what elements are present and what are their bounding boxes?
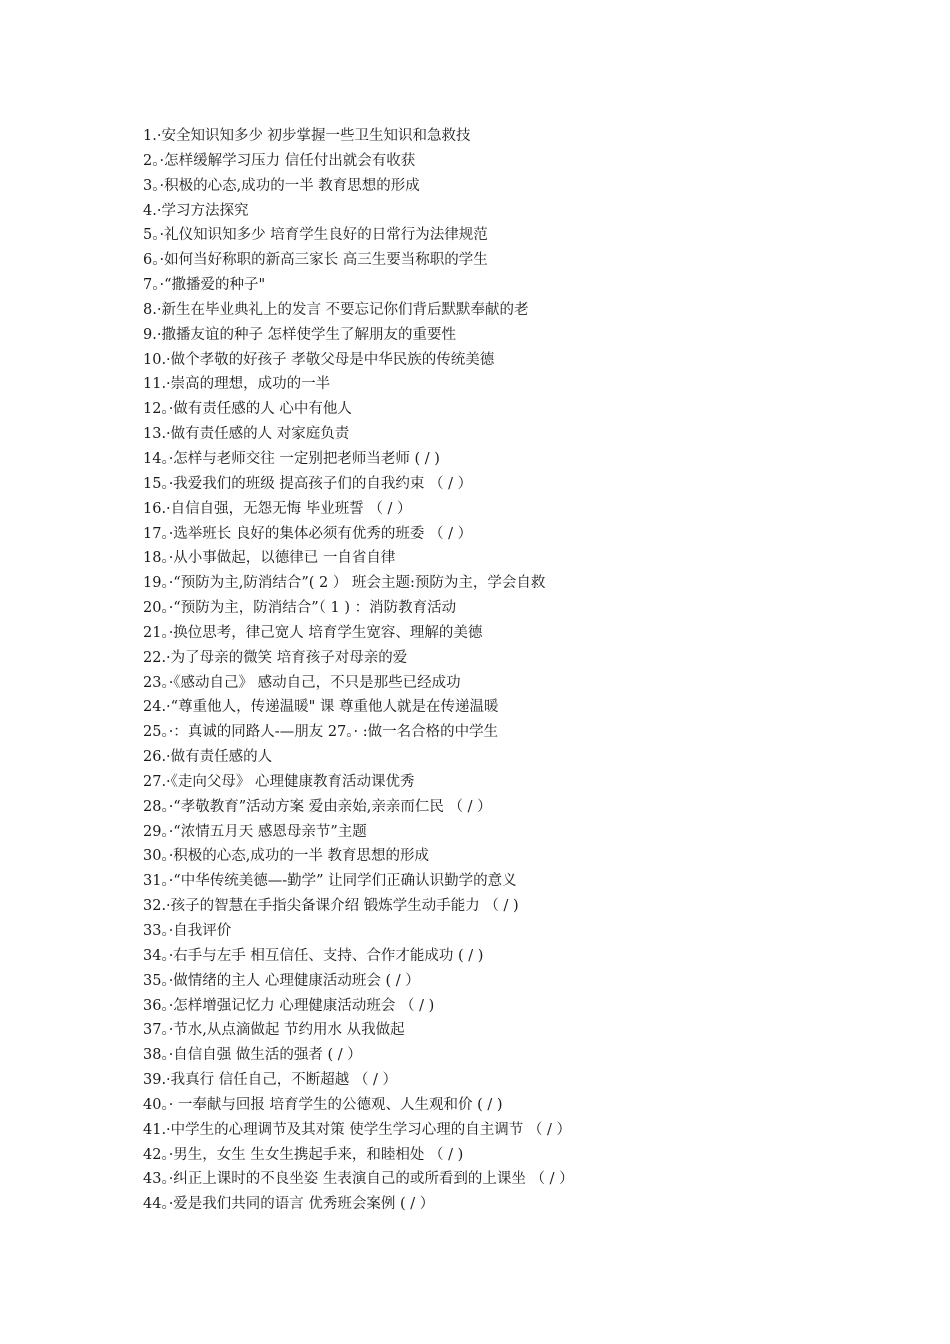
list-item: 40。· 一奉献与回报 培育学生的公德观、人生观和价 ( / )	[143, 1096, 503, 1113]
list-item: 21。·换位思考，律己宽人 培育学生宽容、理解的美德	[143, 624, 483, 641]
list-item: 42。·男生，女生 生女生携起手来，和睦相处 （ / )	[143, 1146, 464, 1163]
topic-list	[143, 124, 903, 1217]
list-item: 1.·安全知识知多少 初步掌握一些卫生知识和急救技	[143, 128, 471, 144]
list-item: 30。·积极的心态,成功的一半 教育思想的形成	[143, 848, 430, 865]
list-item: 41.·中学生的心理调节及其对策 使学生学习心理的自主调节 （ / ）	[143, 1121, 571, 1138]
list-item: 10.·做个孝敬的好孩子 孝敬父母是中华民族的传统美德	[143, 351, 495, 368]
list-item: 5。·礼仪知识知多少 培育学生良好的日常行为法律规范	[143, 227, 488, 244]
list-item: 27.·《走向父母》 心理健康教育活动课优秀	[143, 773, 415, 790]
list-item: 26.·做有责任感的人	[143, 749, 273, 766]
list-item: 8.·新生在毕业典礼上的发言 不要忘记你们背后默默奉献的老	[143, 301, 529, 318]
list-item: 16.·自信自强，无怨无悔 毕业班誓 （ / ）	[143, 500, 412, 517]
list-item: 36。·怎样增强记忆力 心理健康活动班会 （ / )	[143, 997, 435, 1014]
list-item: 22.·为了母亲的微笑 培育孩子对母亲的爱	[143, 649, 408, 666]
list-item: 3。·积极的心态,成功的一半 教育思想的形成	[143, 177, 420, 194]
list-item: 29。·“浓情五月天 感恩母亲节”主题	[143, 823, 367, 840]
list-item: 23。·《感动自己》 感动自己，不只是那些已经成功	[143, 674, 461, 691]
list-item: 39.·我真行 信任自己，不断超越 （ / ）	[143, 1072, 397, 1089]
list-item: 18。·从小事做起，以德律已 一自省自律	[143, 550, 396, 567]
list-item: 14。·怎样与老师交往 一定别把老师当老师 ( / )	[143, 450, 440, 467]
list-item: 25。·：真诚的同路人-—朋友 27。· :做一名合格的中学生	[143, 724, 499, 741]
list-item: 12。·做有责任感的人 心中有他人	[143, 401, 352, 418]
list-item: 33。·自我评价	[143, 923, 232, 939]
list-item: 17。·选举班长 良好的集体必须有优秀的班委 （ / ）	[143, 525, 473, 542]
list-item: 37。·节水,从点滴做起 节约用水 从我做起	[143, 1022, 405, 1039]
list-item: 20。·“预防为主，防消结合”（ 1 ) ：消防教育活动	[143, 600, 457, 617]
list-item: 7。·“撒播爱的种子"	[143, 277, 266, 294]
list-item: 13.·做有责任感的人 对家庭负责	[143, 426, 350, 443]
list-item: 43。·纠正上课时的不良坐姿 生表演自己的或所看到的上课坐 （ / ）	[143, 1171, 574, 1188]
list-item: 32.·孩子的智慧在手指尖备课介绍 锻炼学生动手能力 （ / )	[143, 898, 519, 915]
list-item: 2。·怎样缓解学习压力 信任付出就会有收获	[143, 152, 416, 169]
list-item: 11.·崇高的理想，成功的一半	[143, 376, 331, 393]
list-item: 4.·学习方法探究	[143, 202, 249, 219]
list-item: 24.·“尊重他人，传递温暖" 课 尊重他人就是在传递温暖	[143, 699, 499, 716]
list-item: 34。·右手与左手 相互信任、支持、合作才能成功 ( / )	[143, 947, 484, 964]
list-item: 31。·“中华传统美德—-勤学” 让同学们正确认识勤学的意义	[143, 873, 517, 890]
list-item: 9.·撒播友谊的种子 怎样使学生了解朋友的重要性	[143, 326, 457, 343]
list-item: 38。·自信自强 做生活的强者 ( / ）	[143, 1047, 362, 1064]
list-item: 15。·我爱我们的班级 提高孩子们的自我约束 （ / ）	[143, 475, 473, 492]
list-item: 44。·爱是我们共同的语言 优秀班会案例 ( / ）	[143, 1196, 435, 1213]
list-item: 35。·做情绪的主人 心理健康活动班会 ( / ）	[143, 972, 420, 989]
list-item: 28。·“孝敬教育”活动方案 爱由亲始,亲亲而仁民 （ / ）	[143, 798, 492, 815]
list-item: 19。·“预防为主,防消结合”( 2 ） 班会主题:预防为主，学会自救	[143, 575, 546, 592]
list-item: 6。·如何当好称职的新高三家长 高三生要当称职的学生	[143, 252, 488, 269]
